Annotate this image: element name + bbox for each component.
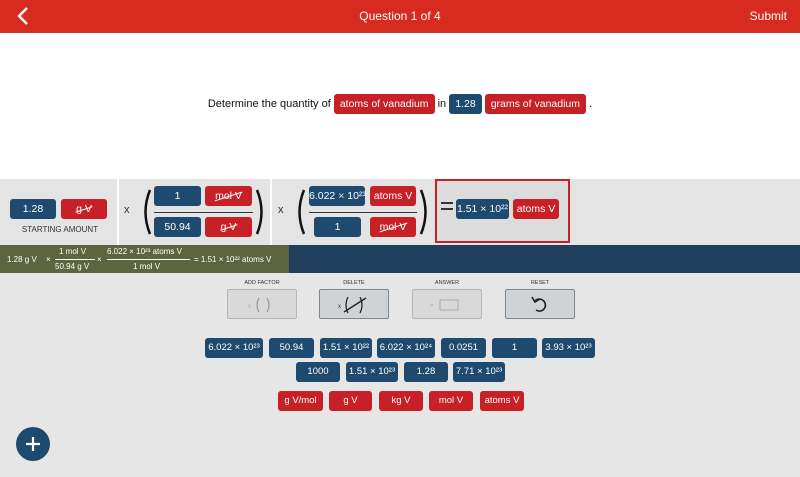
- value-tile[interactable]: 1000: [296, 362, 340, 382]
- question-suffix: .: [589, 98, 593, 110]
- undo-icon: [506, 290, 576, 320]
- starting-unit-text: g V: [76, 199, 92, 219]
- starting-value-box[interactable]: 1.28: [10, 199, 56, 219]
- delete-label: DELETE: [343, 280, 365, 286]
- calc-times: ×: [97, 255, 102, 264]
- factor1-numerator-unit-text: mol V: [215, 186, 242, 206]
- add-factor-button[interactable]: [227, 289, 297, 319]
- answer-button[interactable]: [412, 289, 482, 319]
- calc-factor2-denominator: 1 mol V: [133, 262, 161, 271]
- answer-icon: [413, 290, 483, 320]
- starting-amount-label: STARTING AMOUNT: [21, 225, 99, 234]
- target-unit-chip: atoms of vanadium: [334, 94, 435, 114]
- plus-icon: [16, 427, 50, 461]
- factor1-numerator-unit[interactable]: [205, 186, 252, 206]
- calc-result: = 1.51 × 10²² atoms V: [194, 255, 272, 264]
- factor1-denominator-value[interactable]: 50.94: [154, 217, 201, 237]
- factor1-denominator-unit-text: g V: [221, 217, 237, 237]
- left-paren-icon: [293, 188, 307, 236]
- equals-icon: [441, 202, 453, 210]
- question-prefix: Determine the quantity of: [207, 98, 331, 110]
- calc-factor1-numerator: 1 mol V: [59, 247, 87, 256]
- add-factor-label: ADD FACTOR: [244, 280, 280, 286]
- value-tile[interactable]: 1: [492, 338, 537, 358]
- value-tile[interactable]: 7.71 × 10²³: [453, 362, 505, 382]
- reset-button[interactable]: [505, 289, 575, 319]
- calculation-summary: [0, 245, 289, 273]
- add-button[interactable]: [16, 427, 50, 461]
- value-tile[interactable]: 50.94: [269, 338, 314, 358]
- result-value[interactable]: 1.51 × 10²²: [456, 199, 509, 219]
- add-factor-icon: [228, 290, 298, 320]
- question-text: [0, 94, 800, 114]
- multiply-sign: x: [278, 204, 284, 216]
- value-tile[interactable]: 0.0251: [441, 338, 486, 358]
- value-tile[interactable]: 6.022 × 10²⁴: [377, 338, 435, 358]
- reset-label: RESET: [530, 280, 550, 286]
- divider: [270, 179, 272, 245]
- svg-text:=: =: [430, 303, 434, 309]
- top-bar: [0, 0, 800, 33]
- factor2-denominator-value[interactable]: 1: [314, 217, 361, 237]
- divider: [117, 179, 119, 245]
- factor2-denominator-unit[interactable]: [370, 217, 416, 237]
- calc-start: 1.28 g V: [7, 255, 37, 264]
- fraction-line: [309, 212, 417, 213]
- value-tile[interactable]: 3.93 × 10²³: [542, 338, 595, 358]
- right-paren-icon: [254, 188, 268, 236]
- svg-text:x: x: [338, 304, 341, 310]
- fraction-line: [154, 212, 253, 213]
- given-unit-chip: grams of vanadium: [485, 94, 586, 114]
- calc-times: ×: [46, 255, 51, 264]
- calc-fraction-line: [55, 259, 95, 260]
- page-title: Question 1 of 4: [359, 9, 441, 23]
- value-tile[interactable]: 1.28: [404, 362, 448, 382]
- left-paren-icon: [139, 188, 153, 236]
- starting-unit-box[interactable]: [61, 199, 107, 219]
- answer-label: ANSWER: [434, 280, 460, 286]
- value-tile[interactable]: 1.51 × 10²²: [320, 338, 372, 358]
- unit-tile[interactable]: g V: [329, 391, 372, 411]
- right-paren-icon: [418, 188, 432, 236]
- unit-tile[interactable]: kg V: [379, 391, 423, 411]
- calc-factor1-denominator: 50.94 g V: [55, 262, 90, 271]
- delete-icon: [320, 290, 390, 320]
- svg-text:x: x: [248, 304, 251, 310]
- given-value-chip: 1.28: [449, 94, 481, 114]
- factor1-numerator-value[interactable]: 1: [154, 186, 201, 206]
- value-tile[interactable]: 6.022 × 10²³: [205, 338, 263, 358]
- tool-panel: [0, 245, 800, 477]
- value-tile[interactable]: 1.51 × 10²³: [346, 362, 398, 382]
- factor2-numerator-unit[interactable]: atoms V: [370, 186, 416, 206]
- question-connector: in: [437, 98, 447, 110]
- factor1-denominator-unit[interactable]: [205, 217, 252, 237]
- unit-tile[interactable]: mol V: [429, 391, 473, 411]
- conversion-workspace: [0, 179, 800, 245]
- delete-button[interactable]: [319, 289, 389, 319]
- calc-fraction-line: [107, 259, 190, 260]
- unit-tile[interactable]: atoms V: [480, 391, 524, 411]
- calc-factor2-numerator: 6.022 × 10²³ atoms V: [107, 247, 182, 256]
- submit-button[interactable]: Submit: [749, 9, 787, 23]
- factor2-denominator-unit-text: mol V: [380, 217, 407, 237]
- multiply-sign: x: [124, 204, 130, 216]
- unit-tile[interactable]: g V/mol: [278, 391, 323, 411]
- factor2-numerator-value[interactable]: 6.022 × 10²³: [309, 186, 365, 206]
- result-unit[interactable]: atoms V: [513, 199, 559, 219]
